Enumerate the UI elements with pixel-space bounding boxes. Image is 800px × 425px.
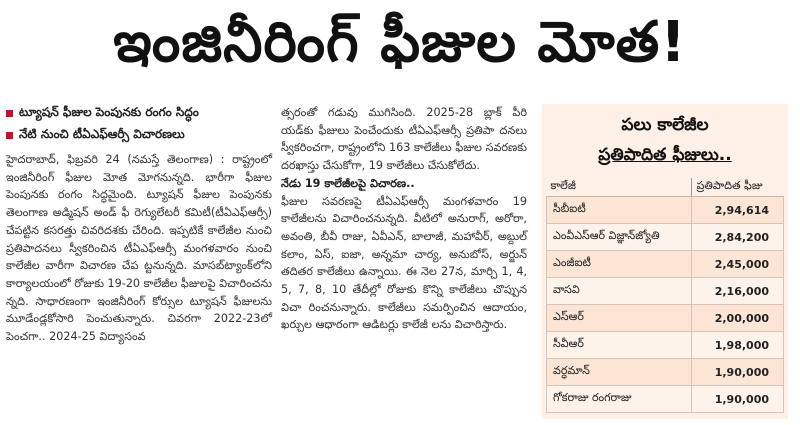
- college-cell: ఎంవీఎస్ఆర్ విజ్ఞాన్‌జ్యోతి: [547, 224, 692, 251]
- table-row: [547, 251, 784, 278]
- fee-cell: 2,94,614: [692, 197, 784, 224]
- fee-cell: 2,00,000: [692, 305, 784, 332]
- fee-table: [546, 178, 784, 413]
- article-paragraph: హైదరాబాద్, ఫిబ్రవరి 24 (నమస్తే తెలంగాణ) : రాష్ట్రంలో ఇంజినీరింగ్ ఫీజుల మోత మోగనున్నది. భారీగా ఫీజుల పెంపునకు రంగం సిద్ధమైంది. ట్యూషన్ ఫీజుల పెంపునకు తెలంగాణ అడ్మిషన్ అండ్ ఫీ రెగ్యులేటరీ కమిటీ(టీఏఎఫ్ఆర్సీ) చేపట్టిన కసరత్తు చివరిదశకు చేరింది. ఇప్పటికే కాలేజీల నుంచి ప్రతిపాదనలు స్వీకరించిన టీఏఎఫ్ఆర్సీ మంగళవారం నుంచి కాలేజీల వారీగా విచారణ చేప ట్టనున్నది. మాసబ్‌ట్యాంక్‌లోని కార్యాలయంలో రోజుకు 19-20 కాలేజీల ఫీజులపై విచారించను న్నది. సాధారణంగా ఇంజినీరింగ్ కోర్సుల ట్యూషన్ ఫీజులను మూడేండ్లకోసారి పెంచుతున్నారు. చివరగా 2022-23లో పెంచగా.. 2024-25 విద్యాసంవ: [6, 153, 272, 344]
- table-row: [547, 359, 784, 386]
- column-header-fee: ప్రతిపాదిత ఫీజు: [692, 178, 784, 197]
- table-row: [547, 197, 784, 224]
- article-column-2: [281, 104, 527, 334]
- college-cell: ఎస్ఆర్: [547, 305, 692, 332]
- fee-cell: 2,84,200: [692, 224, 784, 251]
- bullet-item: [6, 104, 274, 123]
- table-row: [547, 224, 784, 251]
- bullet-square-icon: [6, 132, 13, 139]
- article-column-1: [6, 151, 272, 346]
- article-paragraph: త్సరంతో గడువు ముగిసింది. 2025-28 బ్లాక్ పీరి యడ్‌కు ఫీజులు పెంచేందుకు టీఏఎఫ్ఆర్సీ ప్రతిపా దనలు స్వీకరించగా, రాష్ట్రంలోని 163 కాలేజీలు ఫీజుల సవరణకు దరఖాస్తు చేసుకోగా, 19 కాలేజీలు చేసుకోలేదు.: [281, 106, 527, 173]
- bullet-list: [6, 104, 274, 148]
- college-cell: ఎంజీఐటీ: [547, 251, 692, 278]
- fee-table-header: [547, 178, 784, 197]
- college-cell: సీబీఐటీ: [547, 197, 692, 224]
- column-header-college: కాలేజీ: [547, 178, 692, 197]
- table-row: [547, 386, 784, 413]
- headline: ఇంజినీరింగ్ ఫీజుల మోత!: [113, 9, 687, 75]
- table-row: [547, 332, 784, 359]
- bullet-text: నేటి నుంచి టీఏఎఫ్ఆర్సీ విచారణలు: [19, 127, 185, 141]
- fee-cell: 1,90,000: [692, 386, 784, 413]
- college-cell: గోకరాజు రంగరాజు: [547, 386, 692, 413]
- bullet-square-icon: [6, 110, 13, 117]
- bullet-item: [6, 126, 274, 145]
- fee-cell: 2,45,000: [692, 251, 784, 278]
- table-row: [547, 278, 784, 305]
- fee-cell: 1,90,000: [692, 359, 784, 386]
- table-row: [547, 305, 784, 332]
- bullet-text: ట్యూషన్ ఫీజుల పెంపునకు రంగం సిద్ధం: [19, 105, 199, 119]
- college-cell: వర్ధమాన్: [547, 359, 692, 386]
- fee-cell: 2,16,000: [692, 278, 784, 305]
- college-cell: సీవీఆర్: [547, 332, 692, 359]
- fee-box-title-line2: ప్రతిపాదిత ఫీజులు..: [598, 145, 732, 165]
- article-subheading: నేడు 19 కాలేజీలపై విచారణ..: [281, 176, 415, 190]
- article-paragraph: ఫీజుల సవరణపై టీఏఎఫ్ఆర్సీ మంగళవారం 19 కాలేజీలను విచారించనున్నది. వీటిలో అనురాగ్, అరోరా, అవంతి, బీవీ రాజు, ఏవీఎన్, బాలాజీ, మహావీర్, అబ్దుల్ కలాం, ఏస్, ఐజా, అన్నమా చార్య, అనుబోస్, అర్జున్ తదితర కాలేజీలు ఉన్నాయి. ఈ నెల 27న, మార్చి 1, 4, 5, 7, 8, 10 తేదీల్లో రోజుకు కొన్ని కాలేజీలు చొప్పున విచా రించనున్నారు. కాలేజీలు సమర్పించిన ఆదాయం, ఖర్చుల ఆధారంగా ఆడిటర్లు కాలేజీ లను విచారిస్తారు.: [281, 194, 527, 332]
- fee-box-title-line1: పలు కాలేజీల: [621, 115, 709, 135]
- college-cell: వాసవి: [547, 278, 692, 305]
- fee-cell: 1,98,000: [692, 332, 784, 359]
- fee-box-title: [542, 110, 788, 170]
